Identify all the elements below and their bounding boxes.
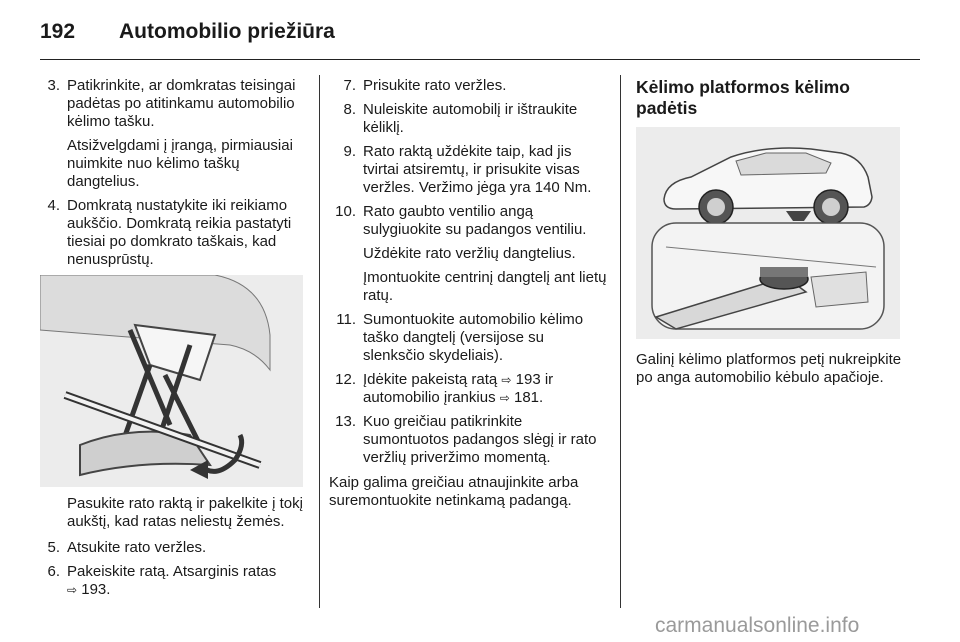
step-number: 4. — [47, 197, 60, 214]
step-number: 6. — [47, 563, 60, 580]
step-text: Nuleiskite automobilį ir ištraukite kėliklį. — [363, 101, 578, 136]
step-text: Kuo greičiau patikrinkite sumontuotos padangos slėgį ir rato veržlių priveržimo momentą. — [363, 413, 597, 466]
step-13 — [329, 413, 609, 467]
column-divider — [319, 75, 320, 608]
step-11 — [329, 311, 609, 365]
step-12 — [329, 371, 609, 407]
step-text: Domkratą nustatykite iki reikiamo aukščio. Domkratą reikia pastatyti tiesiai po domkrato taškais, kad nenusprūstų. — [67, 197, 292, 268]
step-4 — [40, 197, 308, 269]
page-header — [40, 14, 920, 54]
watermark: carmanualsonline.info — [655, 614, 860, 637]
step-3-note: Atsižvelgdami į įrangą, pirmiausiai nuimkite nuo kėlimo taškų dangtelius. — [67, 137, 293, 190]
step-number: 10. — [335, 203, 356, 220]
step-text: Rato raktą uždėkite taip, kad jis tvirtai atsiremtų, ir prisukite visas veržles. Veržimo jėga yra 140 Nm. — [363, 143, 592, 196]
step-number: 9. — [343, 143, 356, 160]
column-3 — [636, 77, 904, 387]
step-number: 3. — [47, 77, 60, 94]
step-number: 11. — [336, 311, 356, 328]
step-number: 13. — [335, 413, 356, 430]
header-rule — [40, 59, 920, 60]
step-number: 12. — [335, 371, 356, 388]
closing-note: Kaip galima greičiau atnaujinkite arba suremontuokite netinkamą padangą. — [329, 474, 579, 509]
column-2 — [329, 77, 609, 510]
step-10 — [329, 203, 609, 239]
step-text: Atsukite rato veržles. — [67, 539, 207, 556]
page-reference[interactable]: 193 ir automobilio įrankius — [363, 371, 554, 406]
step-number: 5. — [47, 539, 60, 556]
step-number: 7. — [343, 77, 356, 94]
step-5 — [40, 539, 308, 557]
page-reference[interactable]: 193. — [81, 581, 111, 598]
step-number: 8. — [343, 101, 356, 118]
step-text: Įdėkite pakeistą ratą — [363, 371, 498, 388]
reference-arrow-icon: ⇨ — [501, 373, 512, 387]
body-text: Galinį kėlimo platformos petį nukreipkite po anga automobilio kėbulo apačioje. — [636, 351, 902, 386]
step-10-note: Uždėkite rato veržlių dangtelius. — [363, 245, 576, 262]
page-reference[interactable]: 181. — [513, 389, 544, 406]
step-6 — [40, 563, 308, 599]
step-text: Patikrinkite, ar domkratas teisingai padėtas po atitinkamu automobilio kėlimo tašku. — [67, 77, 296, 130]
step-9 — [329, 143, 609, 197]
reference-arrow-icon: ⇨ — [67, 583, 78, 597]
step-text: Pakeiskite ratą. Atsarginis ratas — [67, 563, 277, 580]
step-10-note: Įmontuokite centrinį dangtelį ant lietų ratų. — [363, 269, 607, 304]
step-text: Sumontuokite automobilio kėlimo taško dangtelį (versijose su slenksčio skydeliais). — [363, 311, 584, 364]
page-title: Automobilio priežiūra — [119, 20, 335, 43]
page-number: 192 — [40, 20, 76, 43]
step-3 — [40, 77, 308, 131]
section-heading: Kėlimo platformos kėlimo padėtis — [636, 77, 850, 118]
step-text: Rato gaubto ventilio angą sulygiuokite su padangos ventiliu. — [363, 203, 587, 238]
jack-illustration — [40, 275, 303, 487]
step-8 — [329, 101, 609, 137]
figure-caption: Pasukite rato raktą ir pakelkite į tokį aukštį, kad ratas neliestų žemės. — [67, 495, 303, 530]
step-7 — [329, 77, 609, 95]
reference-arrow-icon: ⇨ — [499, 391, 510, 405]
column-1 — [40, 77, 308, 605]
column-divider — [620, 75, 621, 608]
lift-platform-illustration — [636, 127, 900, 339]
step-text: Prisukite rato veržles. — [363, 77, 507, 94]
